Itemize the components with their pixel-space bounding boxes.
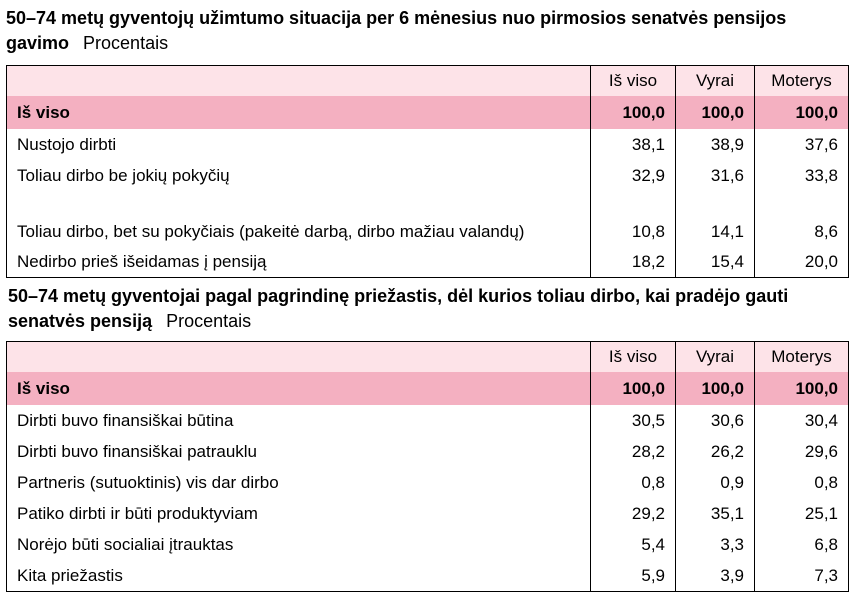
cell-men: 30,6	[676, 405, 755, 436]
cell-women: 100,0	[755, 372, 849, 405]
cell-women: 25,1	[755, 498, 849, 529]
table2	[6, 341, 849, 592]
table2-header-row	[7, 342, 849, 373]
cell-total: 28,2	[591, 436, 676, 467]
table-row	[7, 560, 849, 592]
cell-men: 100,0	[676, 372, 755, 405]
row-label: Nedirbo prieš išeidamas į pensiją	[7, 246, 591, 278]
cell-total: 0,8	[591, 467, 676, 498]
cell-women: 20,0	[755, 246, 849, 278]
cell-men: 15,4	[676, 246, 755, 278]
cell-women: 30,4	[755, 405, 849, 436]
cell-men: 26,2	[676, 436, 755, 467]
table1-total-row	[7, 96, 849, 129]
cell-total: 30,5	[591, 405, 676, 436]
table-row	[7, 160, 849, 191]
table1-header-label	[7, 66, 591, 97]
table-row	[7, 405, 849, 436]
cell-men: 31,6	[676, 160, 755, 191]
row-label: Patiko dirbti ir būti produktyviam	[7, 498, 591, 529]
row-label: Toliau dirbo be jokių pokyčių	[7, 160, 591, 191]
cell-total: 32,9	[591, 160, 676, 191]
table2-header-women: Moterys	[755, 342, 849, 373]
table2-unit: Procentais	[166, 311, 252, 331]
cell-women: 8,6	[755, 191, 849, 246]
cell-total: 100,0	[591, 96, 676, 129]
row-label: Norėjo būti socialiai įtrauktas	[7, 529, 591, 560]
table-row	[7, 498, 849, 529]
cell-women: 6,8	[755, 529, 849, 560]
row-label: Kita priežastis	[7, 560, 591, 592]
cell-total: 29,2	[591, 498, 676, 529]
row-label: Dirbti buvo finansiškai patrauklu	[7, 436, 591, 467]
table-row	[7, 467, 849, 498]
cell-men: 100,0	[676, 96, 755, 129]
cell-total: 100,0	[591, 372, 676, 405]
cell-men: 14,1	[676, 191, 755, 246]
table1-header-total: Iš viso	[591, 66, 676, 97]
cell-total: 5,9	[591, 560, 676, 592]
table2-header-label	[7, 342, 591, 373]
row-label: Iš viso	[7, 96, 591, 129]
table1-header-row	[7, 66, 849, 97]
table-row	[7, 246, 849, 278]
table1	[6, 65, 849, 278]
cell-total: 5,4	[591, 529, 676, 560]
cell-total: 10,8	[591, 191, 676, 246]
table1-header-men: Vyrai	[676, 66, 755, 97]
cell-women: 33,8	[755, 160, 849, 191]
cell-women: 100,0	[755, 96, 849, 129]
row-label: Iš viso	[7, 372, 591, 405]
cell-men: 38,9	[676, 129, 755, 160]
row-label: Toliau dirbo, bet su pokyčiais (pakeitė darbą, dirbo mažiau valandų)	[7, 191, 591, 246]
cell-men: 3,9	[676, 560, 755, 592]
table-row	[7, 191, 849, 246]
cell-women: 37,6	[755, 129, 849, 160]
cell-men: 3,3	[676, 529, 755, 560]
table1-header-women: Moterys	[755, 66, 849, 97]
cell-men: 0,9	[676, 467, 755, 498]
row-label: Dirbti buvo finansiškai būtina	[7, 405, 591, 436]
table-row	[7, 529, 849, 560]
row-label: Nustojo dirbti	[7, 129, 591, 160]
cell-women: 29,6	[755, 436, 849, 467]
table1-unit: Procentais	[83, 33, 169, 53]
row-label: Partneris (sutuoktinis) vis dar dirbo	[7, 467, 591, 498]
table2-header-total: Iš viso	[591, 342, 676, 373]
table2-total-row	[7, 372, 849, 405]
table2-header-men: Vyrai	[676, 342, 755, 373]
cell-total: 18,2	[591, 246, 676, 278]
table1-title: 50–74 metų gyventojų užimtumo situacija per 6 mėnesius nuo pirmosios senatvės pensijos gavimo Procentais	[6, 8, 787, 53]
table-row	[7, 129, 849, 160]
cell-women: 7,3	[755, 560, 849, 592]
table-row	[7, 436, 849, 467]
table2-title: 50–74 metų gyventojai pagal pagrindinę priežastis, dėl kurios toliau dirbo, kai pradėjo gauti senatvės pensiją Procentais	[8, 286, 789, 331]
cell-men: 35,1	[676, 498, 755, 529]
cell-total: 38,1	[591, 129, 676, 160]
cell-women: 0,8	[755, 467, 849, 498]
